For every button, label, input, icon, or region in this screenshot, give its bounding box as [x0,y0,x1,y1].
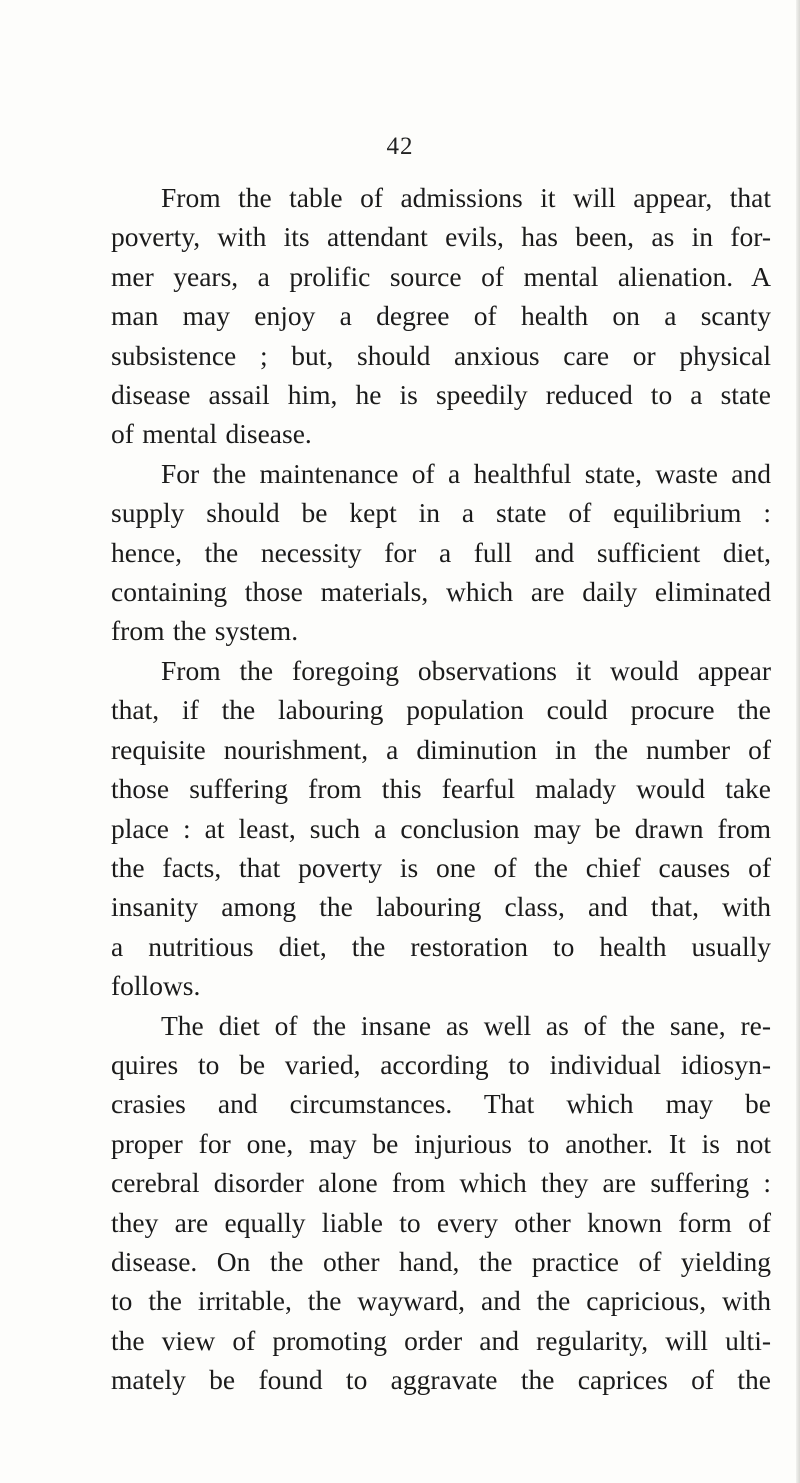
text-line: insanity among the labouring class, and that, with [111,891,771,923]
text-line: From the foregoing observations it would appear [161,654,771,686]
text-line: they are equally liable to every other known form of [111,1206,771,1238]
text-line: supply should be kept in a state of equilibrium : [111,497,771,529]
text-line: The diet of the insane as well as of the sane, re- [161,1009,771,1041]
text-line: that, if the labouring population could procure the [111,694,771,726]
text-line: For the maintenance of a healthful state, waste and [161,457,771,489]
text-line: the view of promoting order and regularity, will ulti- [111,1324,771,1356]
text-line: quires to be varied, according to individual idiosyn- [111,1048,771,1080]
text-line: cerebral disorder alone from which they are suffering : [111,1167,771,1199]
text-line: those suffering from this fearful malady would take [111,773,771,805]
text-line: from the system. [111,615,299,647]
page-number: 42 [386,133,414,160]
text-line: mately be found to aggravate the caprices of the [111,1364,771,1396]
text-line: the facts, that poverty is one of the chief causes of [111,851,771,883]
body-text [111,178,771,1400]
text-line: follows. [111,970,201,1002]
text-line: a nutritious diet, the restoration to health usually [111,930,771,962]
text-line: to the irritable, the wayward, and the capricious, with [111,1285,771,1317]
text-line: disease. On the other hand, the practice of yielding [111,1245,771,1277]
text-line: From the table of admissions it will appear, that [161,182,771,213]
text-line: proper for one, may be injurious to another. It is not [111,1127,771,1159]
text-line: crasies and circumstances. That which may be [111,1088,771,1120]
text-line: man may enjoy a degree of health on a scanty [111,300,771,332]
text-line: disease assail him, he is speedily reduced to a state [111,379,771,411]
text-line: hence, the necessity for a full and sufficient diet, [111,536,771,568]
text-line: of mental disease. [111,418,312,450]
page-edge-shadow [796,0,800,1483]
text-line: requisite nourishment, a diminution in the number of [111,733,771,765]
text-line: poverty, with its attendant evils, has been, as in for- [111,221,771,253]
text-line: mer years, a prolific source of mental alienation. A [111,260,771,292]
text-line: place : at least, such a conclusion may be drawn from [111,812,771,844]
text-line: subsistence ; but, should anxious care or physical [111,339,771,371]
text-line: containing those materials, which are daily eliminated [111,576,771,608]
